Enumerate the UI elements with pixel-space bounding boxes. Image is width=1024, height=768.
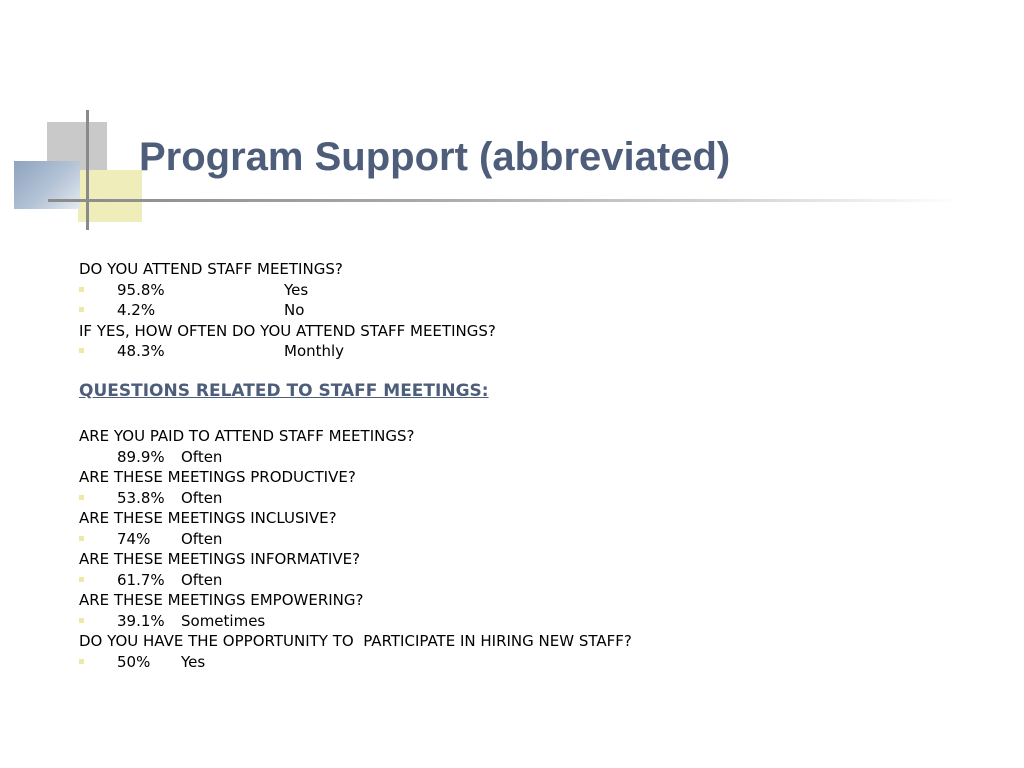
question: DO YOU ATTEND STAFF MEETINGS?: [79, 260, 343, 278]
answer-label: Often: [181, 488, 223, 507]
square-bullet-icon: [79, 536, 84, 541]
square-bullet-icon: [79, 618, 84, 623]
square-bullet-icon: [79, 287, 84, 292]
answer-label: Yes: [181, 652, 206, 671]
answer-label: No: [284, 301, 305, 319]
answer-label: Often: [181, 570, 223, 589]
square-bullet-icon: [79, 577, 84, 582]
answer-percent: 74%: [117, 529, 151, 548]
slide-title: Program Support (abbreviated): [139, 135, 731, 179]
answer-percent: 89.9%: [117, 447, 165, 466]
answer-label: Often: [181, 529, 223, 548]
question: ARE THESE MEETINGS INCLUSIVE?: [79, 509, 337, 527]
answer-item: [79, 447, 979, 468]
answer-item: [79, 488, 979, 509]
question: ARE YOU PAID TO ATTEND STAFF MEETINGS?: [79, 427, 415, 445]
square-bullet-icon: [79, 348, 84, 353]
slide-body: [79, 259, 979, 672]
answer-item: [79, 570, 979, 591]
question: ARE THESE MEETINGS PRODUCTIVE?: [79, 468, 356, 486]
answer-label: Often: [181, 447, 223, 466]
answer-item: [79, 529, 979, 550]
answer-percent: 53.8%: [117, 488, 165, 507]
question: DO YOU HAVE THE OPPORTUNITY TO PARTICIPATE IN HIRING NEW STAFF?: [79, 632, 632, 650]
title-underline-rule: [48, 199, 960, 202]
square-bullet-icon: [79, 495, 84, 500]
question: ARE THESE MEETINGS EMPOWERING?: [79, 591, 364, 609]
answer-item: [79, 300, 979, 321]
answer-label: Monthly: [284, 342, 345, 360]
question: ARE THESE MEETINGS INFORMATIVE?: [79, 550, 361, 568]
answer-percent: 39.1%: [117, 611, 165, 630]
answer-percent: 95.8%: [117, 280, 165, 299]
question: IF YES, HOW OFTEN DO YOU ATTEND STAFF MEETINGS?: [79, 321, 496, 340]
answer-item: [79, 611, 979, 632]
answer-item: [79, 341, 979, 362]
square-bullet-icon: [79, 307, 84, 312]
answer-label: Sometimes: [181, 611, 266, 630]
section-heading: QUESTIONS RELATED TO STAFF MEETINGS:: [79, 380, 489, 401]
answer-percent: 4.2%: [117, 301, 156, 319]
answer-item: [79, 280, 979, 301]
answer-item: [79, 652, 979, 673]
answer-label: Yes: [284, 280, 309, 299]
answer-percent: 50%: [117, 652, 151, 671]
answer-percent: 61.7%: [117, 570, 165, 589]
square-bullet-icon: [79, 659, 84, 664]
decor-vertical-line: [86, 110, 89, 230]
answer-percent: 48.3%: [117, 342, 165, 360]
